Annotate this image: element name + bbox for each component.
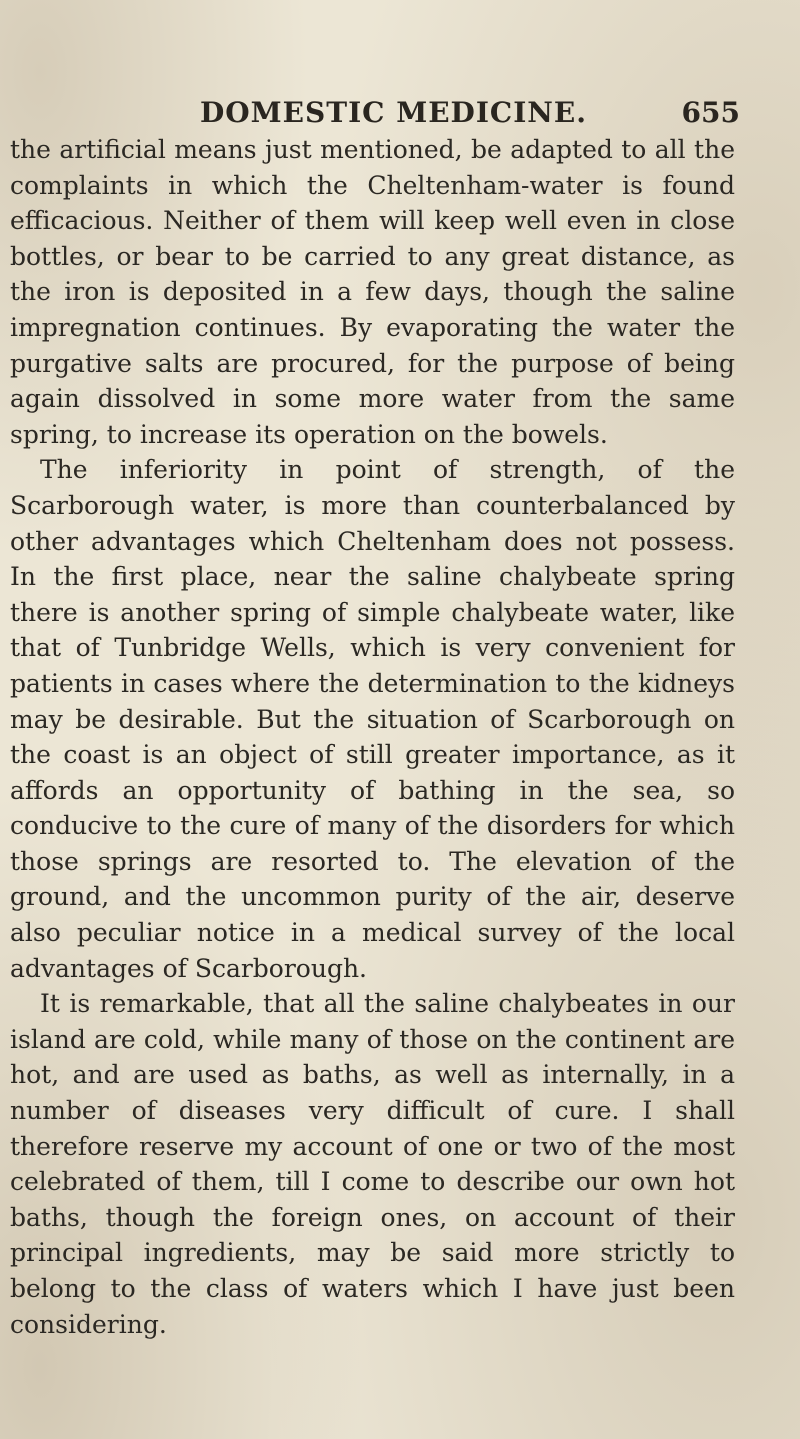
paragraph-2: The inferiority in point of strength, of the Scarborough water, is more than counterbalanced by other advantages which Cheltenham does not possess. In the first place, near the saline chalybeate spring there is another spring of simple chalybeate water, like that of Tunbridge Wells, which is very convenient for patients in cases where the determination to the kidneys may be desirable. But the situation of Scarborough on the coast is an object of still greater importance, as it affords an opportunity of bathing in the sea, so conducive to the cure of many of the disorders for which those springs are resorted to. The elevation of the ground, and the uncommon purity of the air, deserve also peculiar notice in a medical survey of the local advantages of Scarborough. [10,455,735,983]
body-text [10,132,735,1342]
paragraph-1: the artificial means just mentioned, be adapted to all the complaints in which the Cheltenham-water is found efficacious. Neither of them will keep well even in close bottles, or bear to be carried to any great distance, as the iron is deposited in a few days, though the saline impregnation continues. By evaporating the water the purgative salts are procured, for the purpose of being again dissolved in some more water from the same spring, to increase its operation on the bowels. [10,135,735,449]
running-title: DOMESTIC MEDICINE. [200,96,587,129]
paragraph-3: It is remarkable, that all the saline chalybeates in our island are cold, while many of those on the continent are hot, and are used as baths, as well as internally, in a number of diseases very difficult of cure. I shall therefore reserve my account of one or two of the most celebrated of them, till I come to describe our own hot baths, though the foreign ones, on account of their principal ingredients, may be said more strictly to belong to the class of waters which I have just been considering. [10,989,735,1339]
page-header [200,96,740,136]
page-number: 655 [681,96,740,129]
